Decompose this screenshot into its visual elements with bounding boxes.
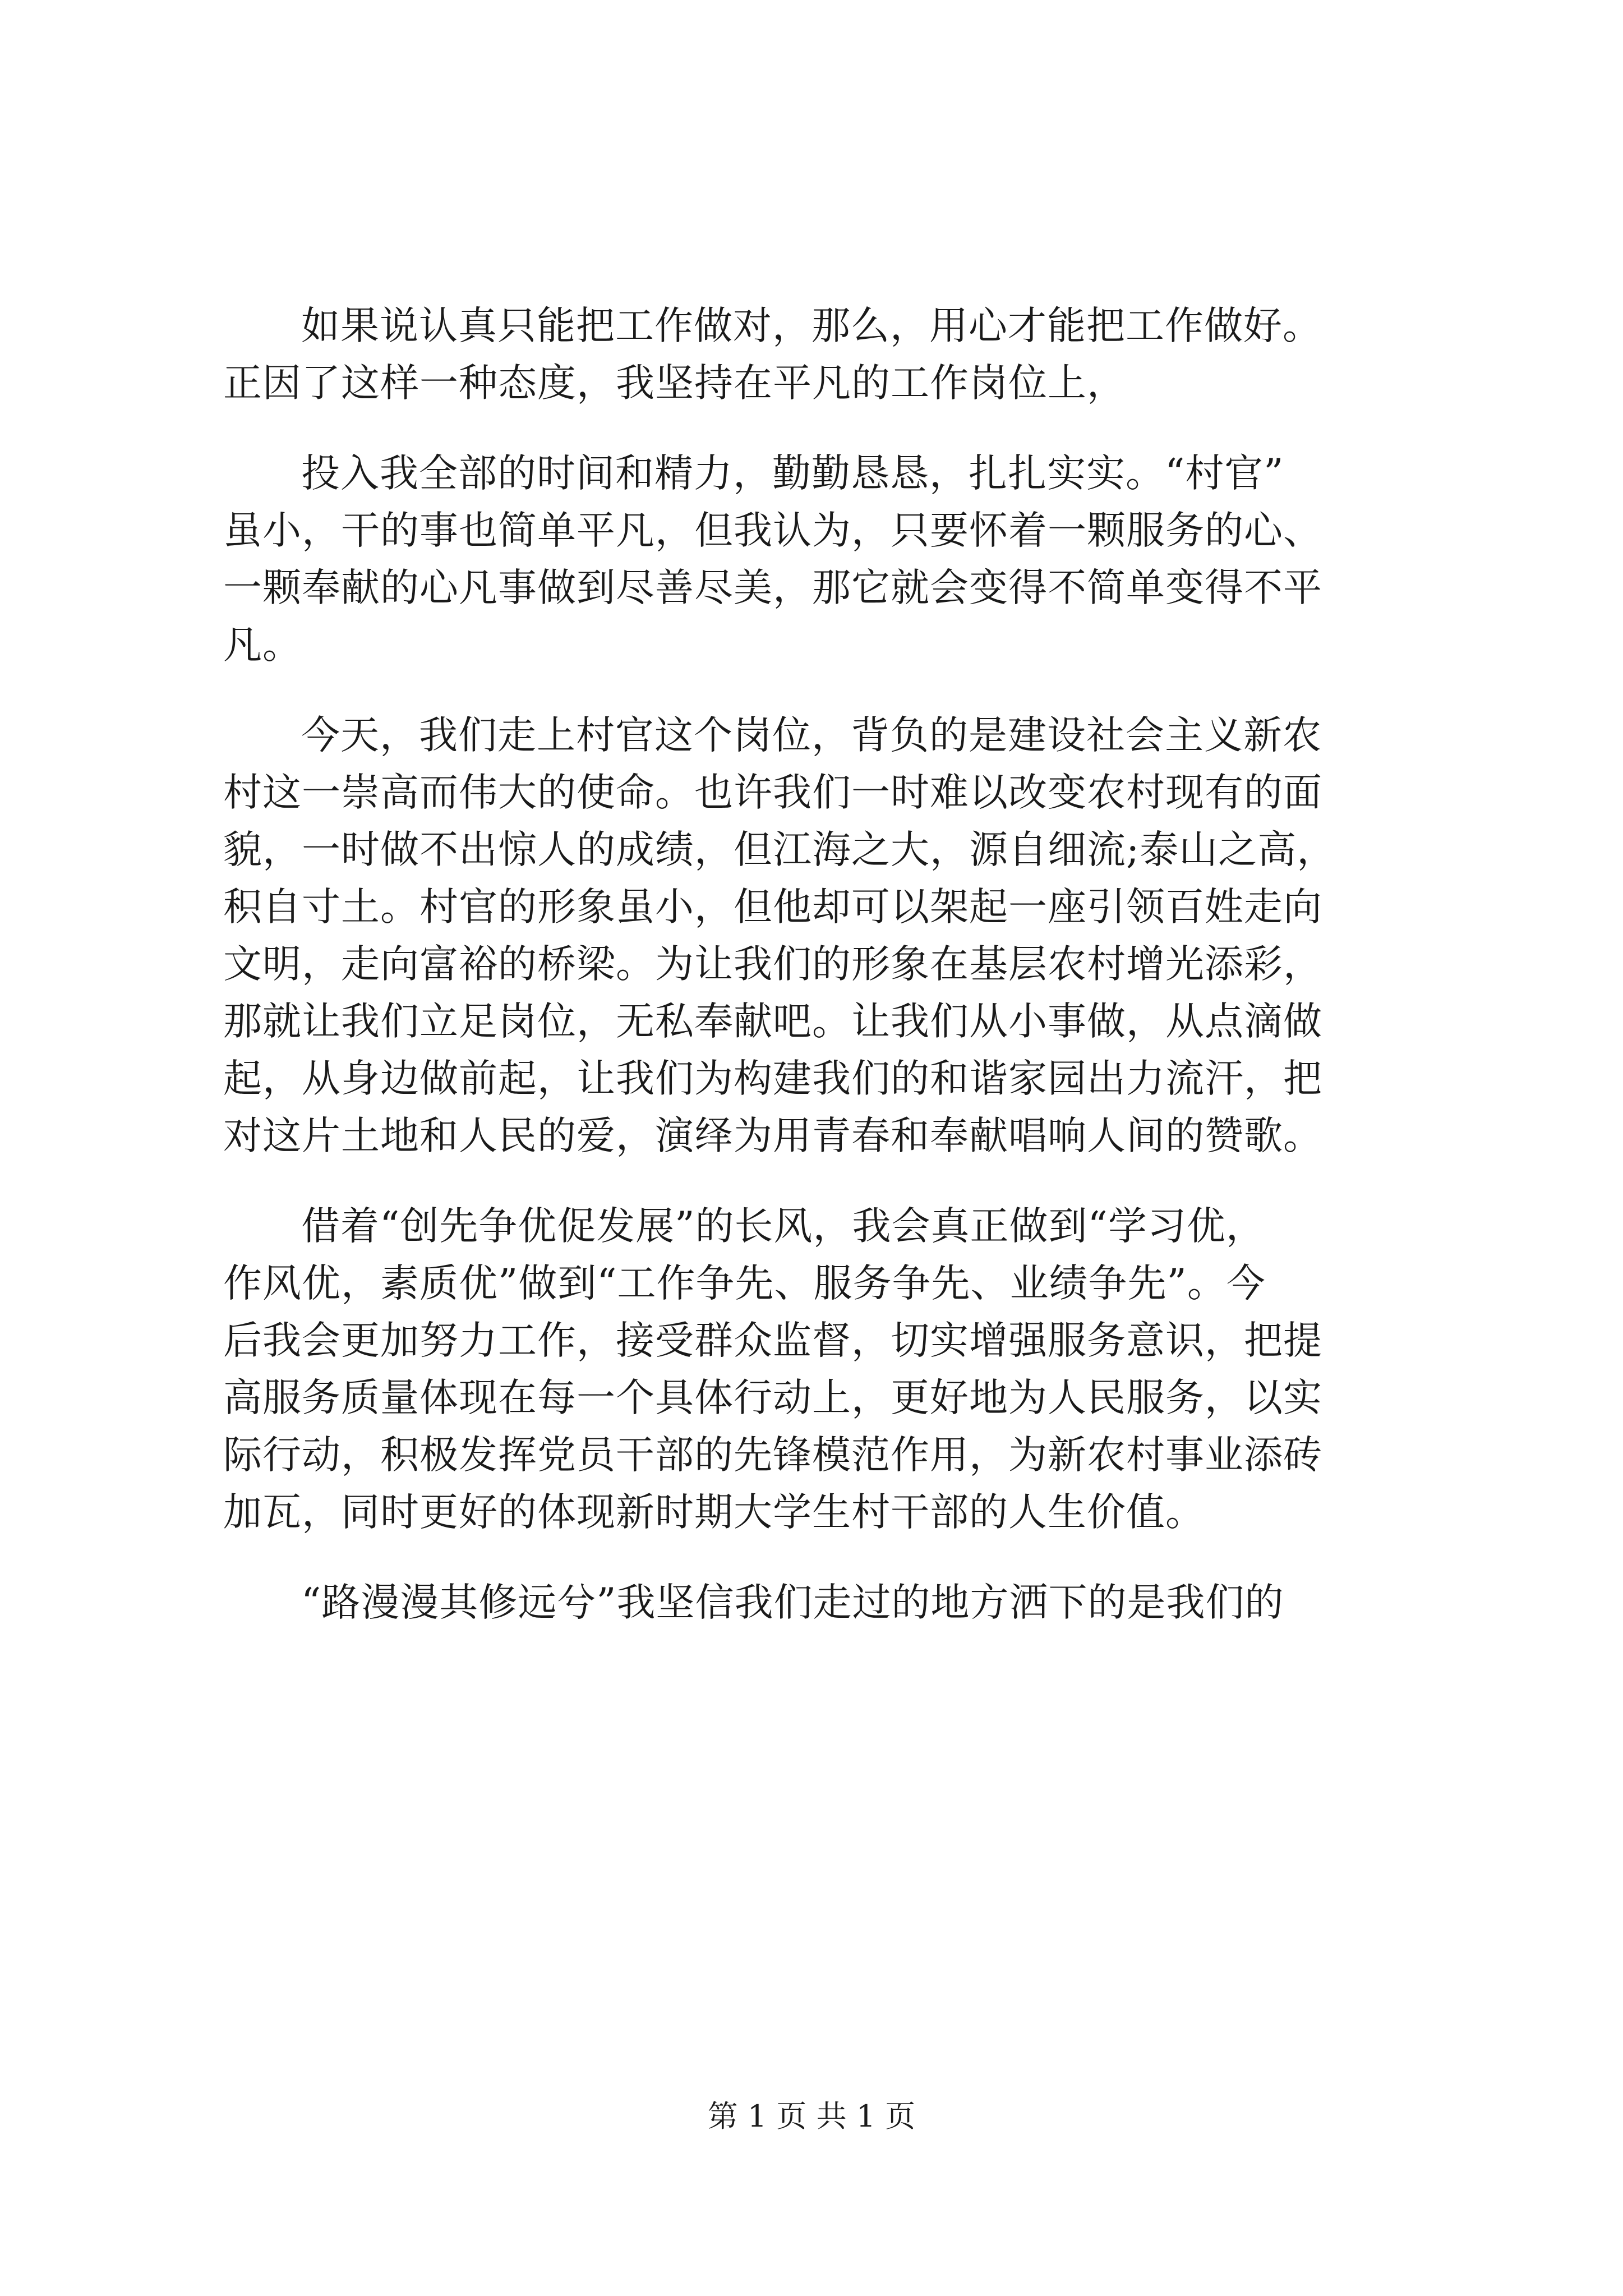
text-line: 虽小，干的事也简单平凡，但我认为，只要怀着一颗服务的心、 [223, 508, 1322, 553]
text-line: 那就让我们立足岗位，无私奉献吧。让我们从小事做，从点滴做 [223, 999, 1322, 1044]
text-line: 高服务质量体现在每一个具体行动上，更好地为人民服务，以实 [223, 1375, 1322, 1420]
text-line: 文明，走向富裕的桥梁。为让我们的形象在基层农村增光添彩， [223, 942, 1322, 987]
paragraph [223, 297, 1418, 412]
paragraph [223, 1574, 1418, 1631]
text-line: 今天，我们走上村官这个岗位，背负的是建设社会主义新农 [301, 713, 1322, 758]
text-line: 际行动，积极发挥党员干部的先锋模范作用，为新农村事业添砖 [223, 1433, 1322, 1478]
text-line: 加瓦，同时更好的体现新时期大学生村干部的人生价值。 [223, 1490, 1205, 1535]
page-footer: 第 1 页 共 1 页 [707, 2099, 916, 2134]
text-line: 正因了这样一种态度，我坚持在平凡的工作岗位上， [223, 361, 1126, 406]
paragraph [223, 445, 1418, 674]
text-line: 起，从身边做前起，让我们为构建我们的和谐家园出力流汗，把 [223, 1056, 1322, 1101]
text-line: 凡。 [223, 623, 302, 668]
text-line: 积自寸土。村官的形象虽小，但他却可以架起一座引领百姓走向 [223, 885, 1322, 930]
text-line: 对这片土地和人民的爱，演绎为用青春和奉献唱响人间的赞歌。 [223, 1114, 1322, 1158]
text-line: 投入我全部的时间和精力，勤勤恳恳，扎扎实实。“村官” [301, 451, 1284, 496]
text-line: 村这一崇高而伟大的使命。也许我们一时难以改变农村现有的面 [223, 770, 1322, 815]
text-line: 貌，一时做不出惊人的成绩，但江海之大，源自细流;泰山之高， [223, 827, 1336, 872]
text-line: 一颗奉献的心凡事做到尽善尽美，那它就会变得不简单变得不平 [223, 565, 1322, 610]
paragraph [223, 1198, 1418, 1541]
text-line: “路漫漫其修远兮”我坚信我们走过的地方洒下的是我们的 [301, 1580, 1284, 1625]
text-line: 如果说认真只能把工作做对，那么，用心才能把工作做好。 [301, 303, 1322, 348]
document-body [223, 297, 1418, 1631]
text-line: 借着“创先争优促发展”的长风，我会真正做到“学习优， [301, 1204, 1265, 1249]
text-line: 作风优，素质优”做到“工作争先、服务争先、业绩争先”。今 [223, 1261, 1266, 1306]
paragraph [223, 707, 1418, 1165]
text-line: 后我会更加努力工作，接受群众监督，切实增强服务意识，把提 [223, 1318, 1322, 1363]
